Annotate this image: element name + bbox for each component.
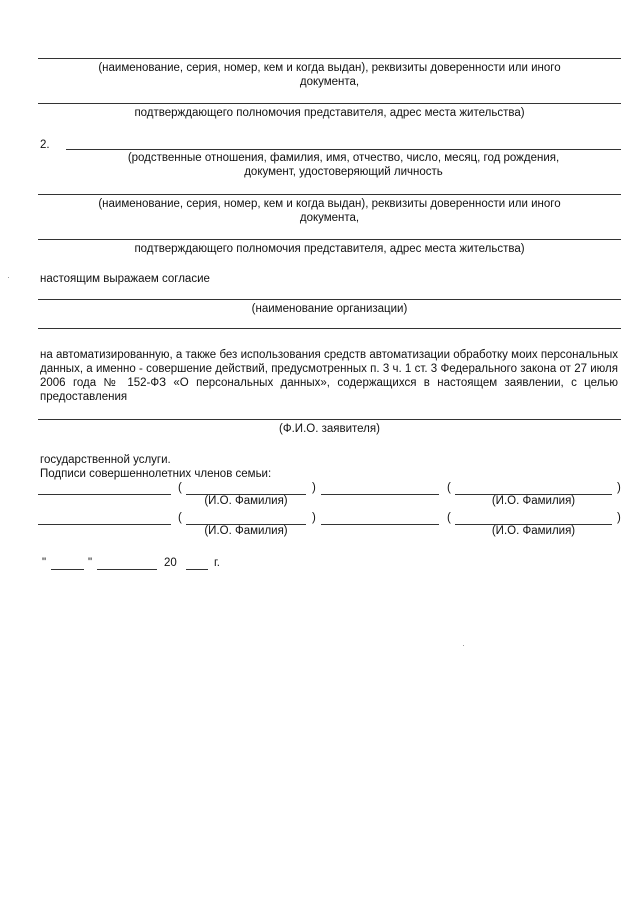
name-caption: (И.О. Фамилия) <box>204 495 288 507</box>
paren-open: ( <box>178 482 182 494</box>
paren-open: ( <box>447 482 451 494</box>
organization-line <box>38 299 621 300</box>
person-relation-line <box>66 149 621 150</box>
date-day-line <box>51 569 84 570</box>
name-caption: (И.О. Фамилия) <box>204 525 288 537</box>
person-authority-line <box>38 239 621 240</box>
date-year-suffix: г. <box>214 557 220 569</box>
applicant-line <box>38 419 621 420</box>
representative-authority-line <box>38 103 621 104</box>
representative-document-line <box>38 58 621 59</box>
date-year-line <box>186 569 208 570</box>
paren-open: ( <box>447 512 451 524</box>
name-caption: (И.О. Фамилия) <box>491 525 576 537</box>
signature-line <box>38 524 171 525</box>
organization-caption: (наименование организации) <box>251 303 408 315</box>
consent-paragraph: на автоматизированную, а также без использования средств автоматизации обработку моих персональных данных, а именно - совершение действий, предусмотренных п. 3 ч. 1 ст. 3 Федерального закона от 27 июля 2006 года № 152-ФЗ «О персональных данных», содержащихся в настоящем заявлении, с целью предоставления <box>40 349 618 403</box>
person-document-line <box>38 194 621 195</box>
consent-intro: настоящим выражаем согласие <box>40 273 210 285</box>
person-authority-caption: подтверждающего полномочия представителя, адрес места жительства) <box>134 243 525 255</box>
person-relation-caption: (родственные отношения, фамилия, имя, отчество, число, месяц, год рождения, документ, удостоверяющий личность <box>127 152 560 178</box>
representative-document-caption: (наименование, серия, номер, кем и когда выдан), реквизиты доверенности или иного документа, <box>98 62 561 88</box>
organization-line-2 <box>38 328 621 329</box>
date-month-line <box>97 569 157 570</box>
person-number: 2. <box>40 139 50 151</box>
paren-open: ( <box>178 512 182 524</box>
signature-line <box>38 494 171 495</box>
applicant-caption: (Ф.И.О. заявителя) <box>279 423 380 435</box>
paren-close: ) <box>617 512 621 524</box>
date-year-prefix: 20 <box>164 557 177 569</box>
paren-close: ) <box>617 482 621 494</box>
paren-close: ) <box>312 482 316 494</box>
person-document-caption: (наименование, серия, номер, кем и когда выдан), реквизиты доверенности или иного документа, <box>98 198 561 224</box>
signature-line <box>321 494 439 495</box>
scan-speck <box>8 277 9 278</box>
signature-line <box>321 524 439 525</box>
paren-close: ) <box>312 512 316 524</box>
signatures-heading: Подписи совершеннолетних членов семьи: <box>40 468 272 480</box>
representative-authority-caption: подтверждающего полномочия представителя, адрес места жительства) <box>134 107 525 119</box>
date-quote-open: " <box>42 557 47 569</box>
scan-speck <box>463 645 464 646</box>
date-quote-close: " <box>88 557 93 569</box>
name-caption: (И.О. Фамилия) <box>491 495 576 507</box>
service-text: государственной услуги. <box>40 454 171 466</box>
